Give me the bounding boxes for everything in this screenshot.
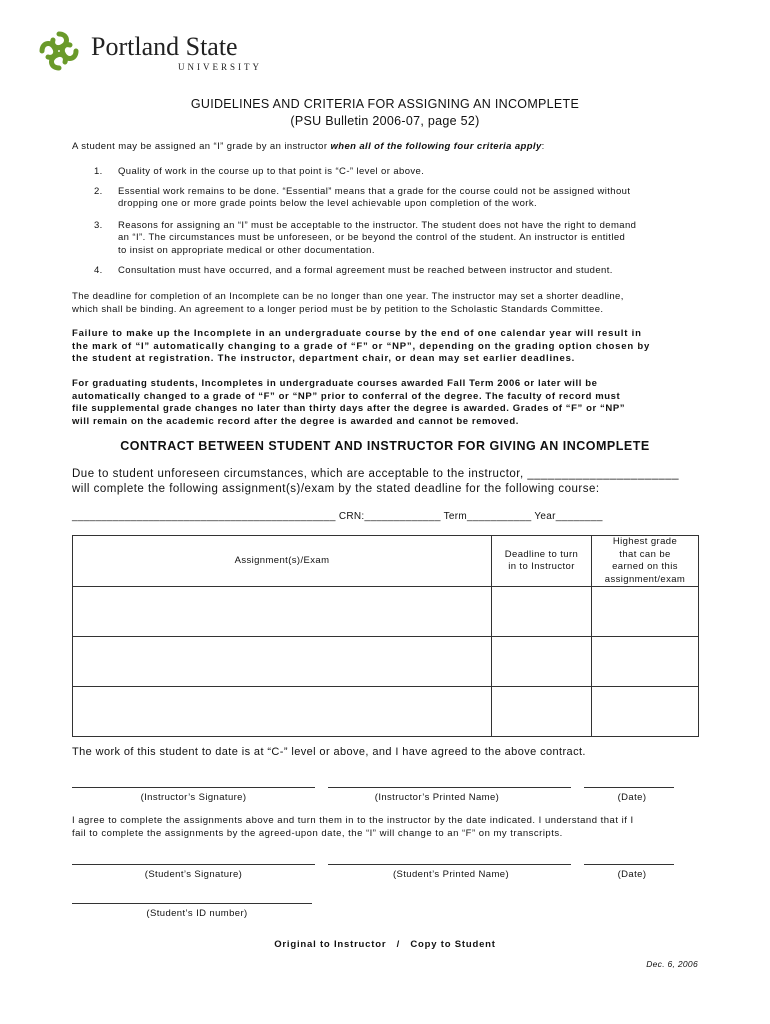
deadline-cell[interactable] bbox=[492, 637, 592, 687]
student-signature-field[interactable] bbox=[72, 864, 315, 865]
logo-subtitle: UNIVERSITY bbox=[178, 62, 262, 72]
student-date-field[interactable] bbox=[584, 864, 674, 865]
deadline-paragraph: The deadline for completion of an Incomplete can be no longer than one year. The instructor may set a shorter deadline, which shall be binding. An agreement to a longer period must be by petition to the Scholastic Standards Committee. bbox=[72, 291, 624, 315]
contract-heading: CONTRACT BETWEEN STUDENT AND INSTRUCTOR FOR GIVING AN INCOMPLETE bbox=[120, 439, 650, 453]
instructor-signature-label: (Instructor’s Signature) bbox=[140, 792, 247, 803]
instructor-signature-field[interactable] bbox=[72, 787, 315, 788]
table-row bbox=[73, 687, 699, 737]
instructor-name-label: (Instructor’s Printed Name) bbox=[374, 792, 500, 803]
revision-date: Dec. 6, 2006 bbox=[646, 959, 698, 969]
instructor-name-field[interactable] bbox=[328, 787, 571, 788]
deadline-cell[interactable] bbox=[492, 687, 592, 737]
failure-paragraph: Failure to make up the Incomplete in an undergraduate course by the end of one calendar year will result in the mark of “I” automatically changing to a grade of “F” or “NP”, depending on the grading option chosen by the student at registration. The instructor, department chair, or dean may set earlier deadlines. bbox=[72, 328, 651, 364]
student-date-label: (Date) bbox=[617, 869, 647, 880]
student-name-label: (Student’s Printed Name) bbox=[392, 869, 510, 880]
logo-name: Portland State bbox=[91, 32, 238, 61]
student-agreement: I agree to complete the assignments above and turn them in to the instructor by the date indicated. I understand that if I fail to complete the assignments by the agreed-upon date, the “I” will change to an “F” on my transcripts. bbox=[72, 815, 634, 839]
psu-logo-mark-icon bbox=[36, 28, 82, 74]
graduating-paragraph: For graduating students, Incompletes in undergraduate courses awarded Fall Term 2006 or later will be automatically changed to a grade of “F” or “NP” prior to conferral of the degree. The faculty of record must file supplemental grade changes no later than thirty days after the degree is awarded. Grades of “F” or “NP” will remain on the academic record after the degree is awarded and cannot be removed. bbox=[72, 378, 626, 427]
col-deadline-header: Deadline to turn in to Instructor bbox=[492, 536, 592, 587]
deadline-cell[interactable] bbox=[492, 587, 592, 637]
grade-cell[interactable] bbox=[592, 687, 699, 737]
copy-distribution: Original to Instructor / Copy to Student bbox=[274, 939, 496, 950]
student-name-field[interactable] bbox=[328, 864, 571, 865]
assignment-cell[interactable] bbox=[73, 687, 492, 737]
course-info-line: _____________________________________________ CRN:_____________ Term___________ Year________ bbox=[72, 511, 603, 522]
assignment-cell[interactable] bbox=[73, 587, 492, 637]
psu-logo bbox=[36, 28, 266, 78]
intro-text: A student may be assigned an “I” grade by an instructor when all of the following four criteria apply: bbox=[72, 141, 545, 152]
contract-statement: Due to student unforeseen circumstances, which are acceptable to the instructor, ______________________ will complete the following assignment(s)/exam by the stated deadline for the following course: bbox=[72, 468, 680, 495]
student-id-label: (Student’s ID number) bbox=[146, 908, 248, 919]
col-assignment-header: Assignment(s)/Exam bbox=[73, 536, 492, 587]
table-row bbox=[73, 587, 699, 637]
page-title: GUIDELINES AND CRITERIA FOR ASSIGNING AN INCOMPLETE bbox=[190, 97, 580, 111]
col-grade-header: Highest grade that can be earned on this assignment/exam bbox=[592, 536, 699, 587]
grade-cell[interactable] bbox=[592, 637, 699, 687]
work-statement: The work of this student to date is at “C-” level or above, and I have agreed to the above contract. bbox=[72, 746, 586, 758]
page-subtitle: (PSU Bulletin 2006-07, page 52) bbox=[290, 114, 480, 128]
instructor-date-field[interactable] bbox=[584, 787, 674, 788]
assignment-table bbox=[72, 535, 699, 737]
assignment-cell[interactable] bbox=[73, 637, 492, 687]
instructor-date-label: (Date) bbox=[617, 792, 647, 803]
table-row bbox=[73, 637, 699, 687]
student-signature-label: (Student’s Signature) bbox=[144, 869, 243, 880]
intro-emphasis: when all of the following four criteria apply bbox=[330, 141, 542, 152]
student-id-field[interactable] bbox=[72, 903, 312, 904]
grade-cell[interactable] bbox=[592, 587, 699, 637]
table-header-row bbox=[73, 536, 699, 587]
